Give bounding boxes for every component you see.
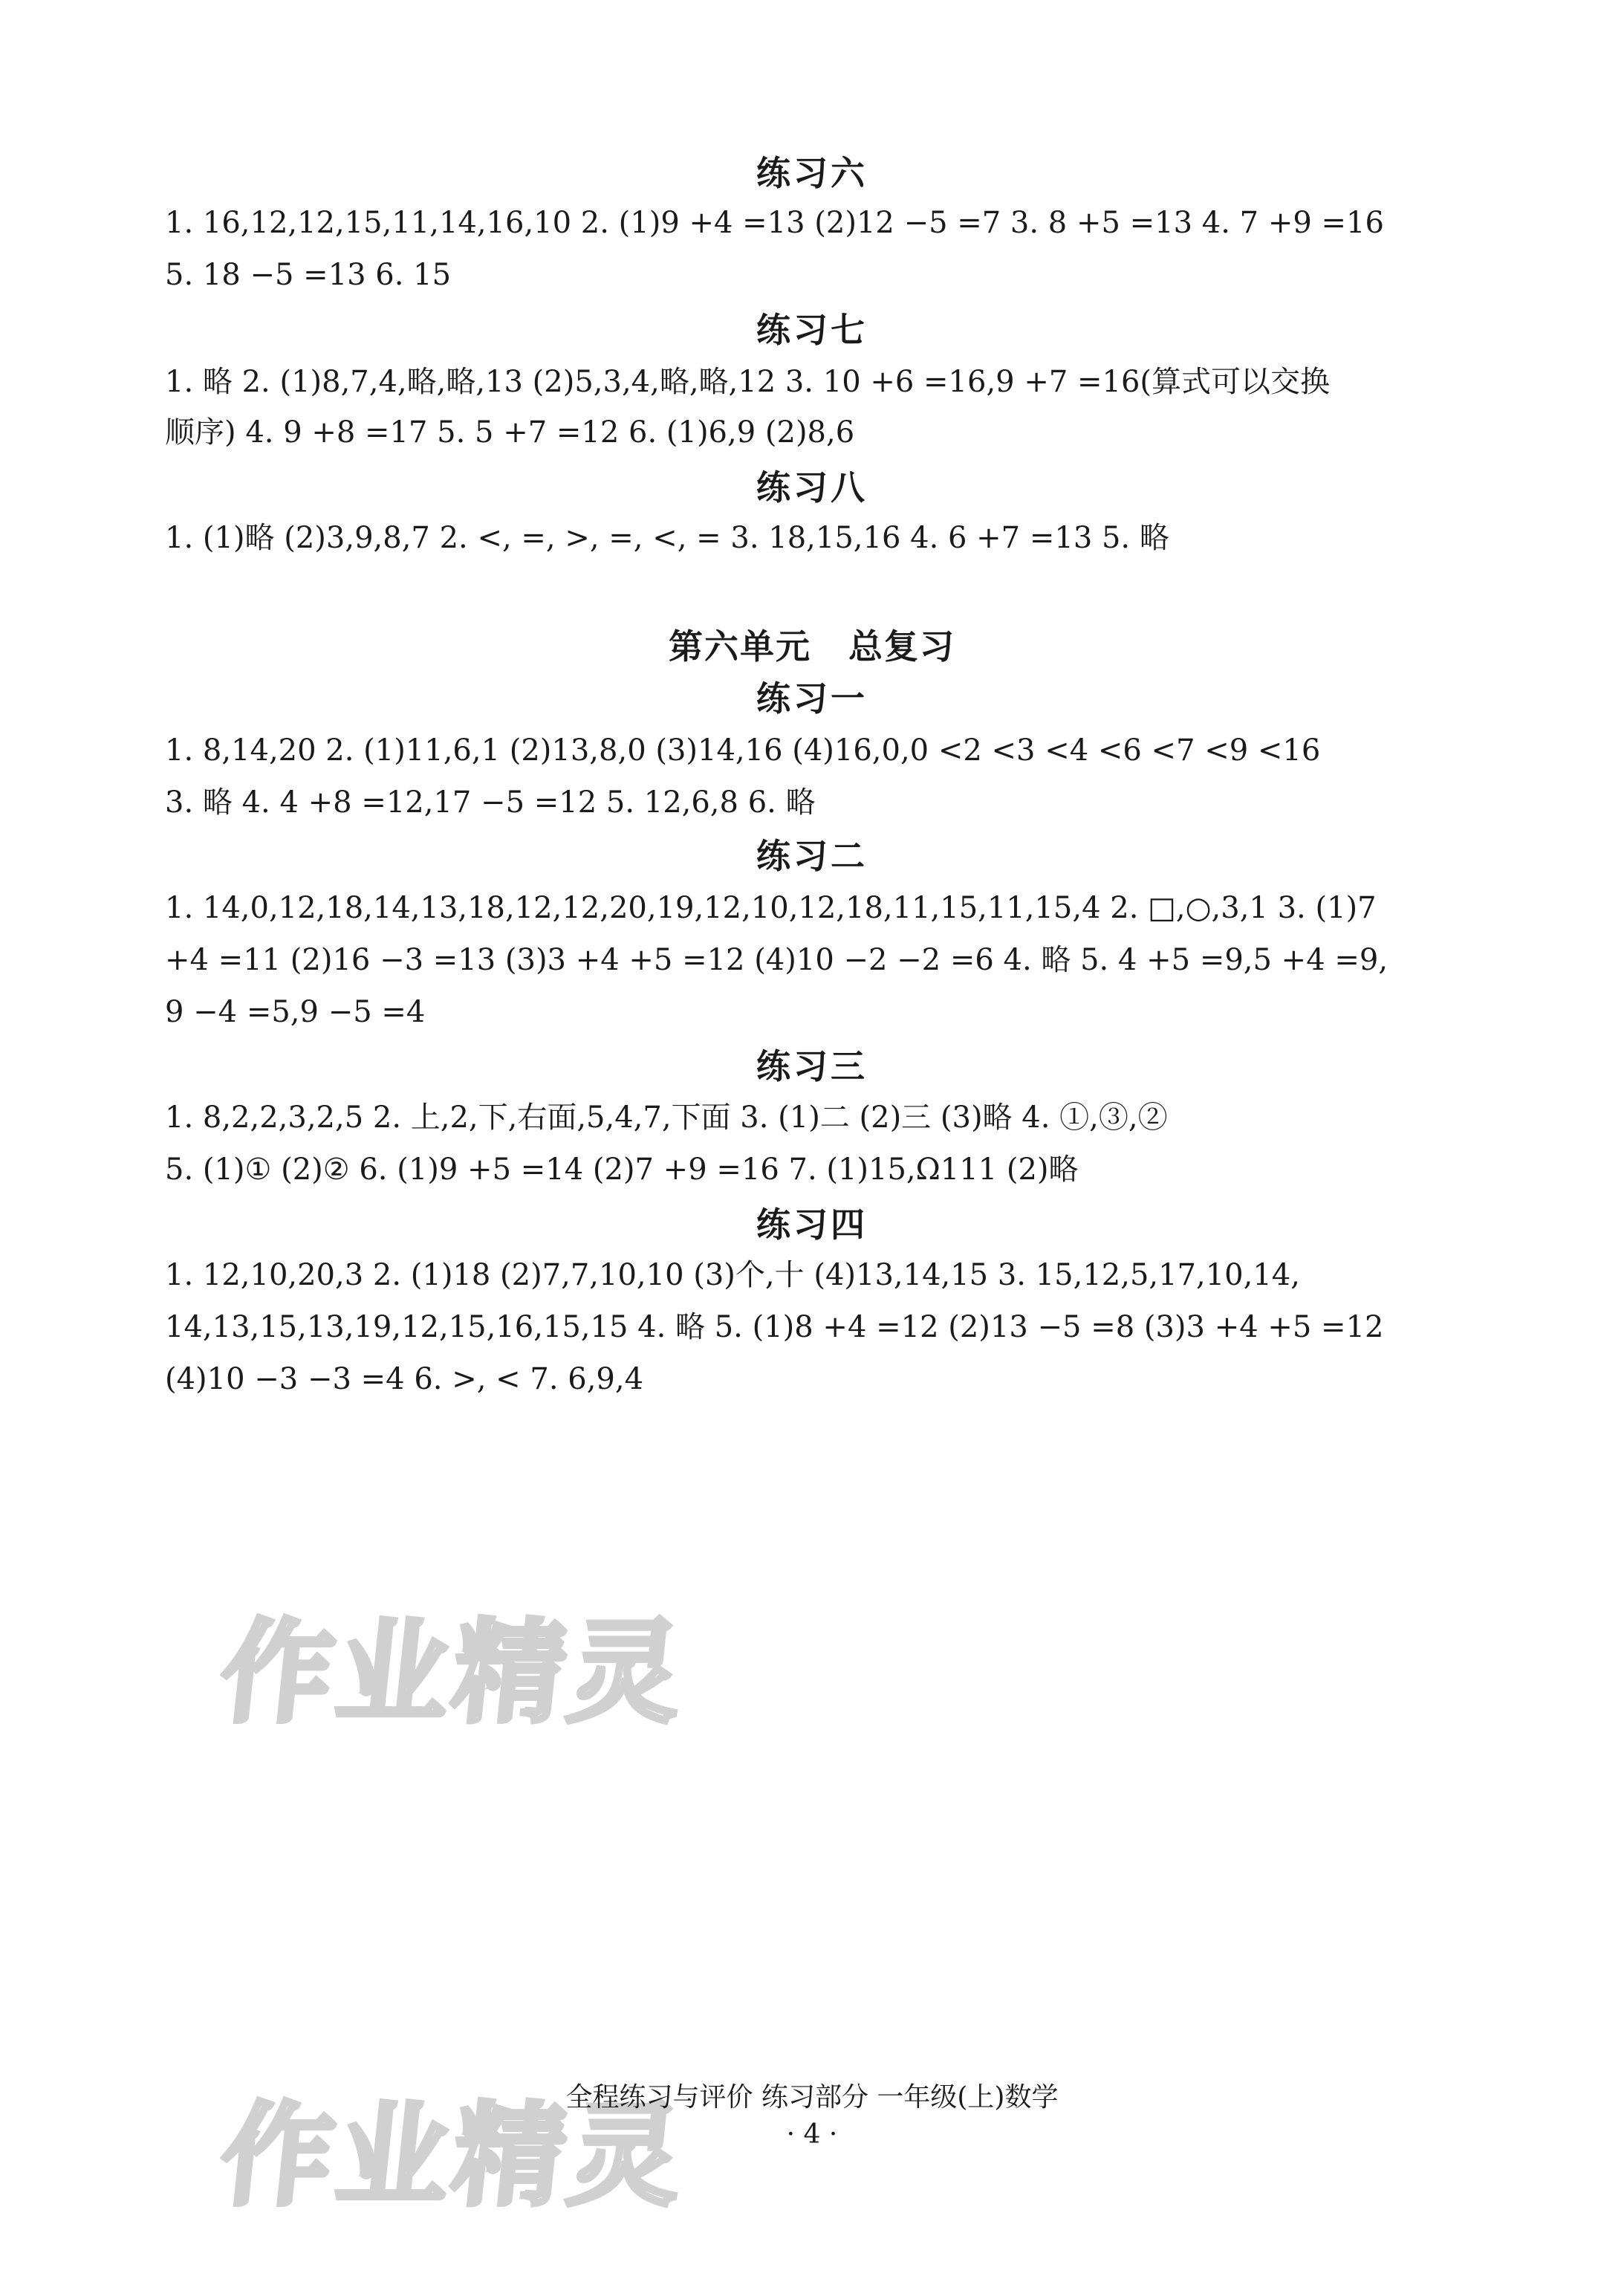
- answer-line: 1. 12,10,20,3 2. (1)18 (2)7,7,10,10 (3)个,十 (4)13,14,15 3. 15,12,5,17,10,14,: [165, 1258, 1300, 1292]
- section-heading-practice-6: 练习六: [756, 153, 868, 193]
- answer-line: 1. 14,0,12,18,14,13,18,12,12,20,19,12,10,12,18,11,15,11,15,4 2. □,○,3,1 3. (1)7: [165, 891, 1377, 925]
- answer-line: 9 −4 =5,9 −5 =4: [165, 995, 426, 1029]
- answer-line: 5. (1)① (2)② 6. (1)9 +5 =14 (2)7 +9 =16 7. (1)15,Ω111 (2)略: [165, 1153, 1079, 1187]
- footer-book-title: 全程练习与评价 练习部分 一年级(上)数学: [565, 2082, 1059, 2113]
- answer-line: 1. 略 2. (1)8,7,4,略,略,13 (2)5,3,4,略,略,12 3. 10 +6 =16,9 +7 =16(算式可以交换: [165, 365, 1331, 399]
- answer-line: +4 =11 (2)16 −3 =13 (3)3 +4 +5 =12 (4)10 −2 −2 =6 4. 略 5. 4 +5 =9,5 +4 =9,: [165, 943, 1388, 977]
- answer-line: 1. (1)略 (2)3,9,8,7 2. <, =, >, =, <, = 3. 18,15,16 4. 6 +7 =13 5. 略: [165, 521, 1169, 555]
- answer-line: 5. 18 −5 =13 6. 15: [165, 258, 452, 292]
- watermark-logo: 作业精灵: [215, 1609, 692, 1738]
- answer-line: 14,13,15,13,19,12,15,16,15,15 4. 略 5. (1)8 +4 =12 (2)13 −5 =8 (3)3 +4 +5 =12: [165, 1310, 1384, 1344]
- section-heading-review-4: 练习四: [756, 1205, 868, 1245]
- answer-line: 1. 8,14,20 2. (1)11,6,1 (2)13,8,0 (3)14,16 (4)16,0,0 <2 <3 <4 <6 <7 <9 <16: [165, 733, 1321, 768]
- section-heading-review-1: 练习一: [756, 678, 868, 719]
- answer-line: 1. 16,12,12,15,11,14,16,10 2. (1)9 +4 =13 (2)12 −5 =7 3. 8 +5 =13 4. 7 +9 =16: [165, 206, 1384, 240]
- section-heading-practice-8: 练习八: [756, 467, 868, 508]
- unit-number: 第六单元: [669, 626, 811, 667]
- unit-heading: [0, 624, 1624, 669]
- answer-line: 顺序) 4. 9 +8 =17 5. 5 +7 =12 6. (1)6,9 (2)8,6: [165, 415, 855, 450]
- answer-line: 1. 8,2,2,3,2,5 2. 上,2,下,右面,5,4,7,下面 3. (1)二 (2)三 (3)略 4. ①,③,②: [165, 1101, 1168, 1135]
- section-heading-review-3: 练习三: [756, 1046, 868, 1086]
- footer-page-number: · 4 ·: [786, 2119, 838, 2150]
- answer-line: 3. 略 4. 4 +8 =12,17 −5 =12 5. 12,6,8 6. 略: [165, 785, 816, 820]
- section-heading-review-2: 练习二: [756, 836, 868, 876]
- watermark-logo: 作业精灵: [215, 2092, 692, 2221]
- unit-title: 总复习: [848, 626, 955, 667]
- answer-line: (4)10 −3 −3 =4 6. >, < 7. 6,9,4: [165, 1362, 644, 1396]
- section-heading-practice-7: 练习七: [756, 310, 868, 350]
